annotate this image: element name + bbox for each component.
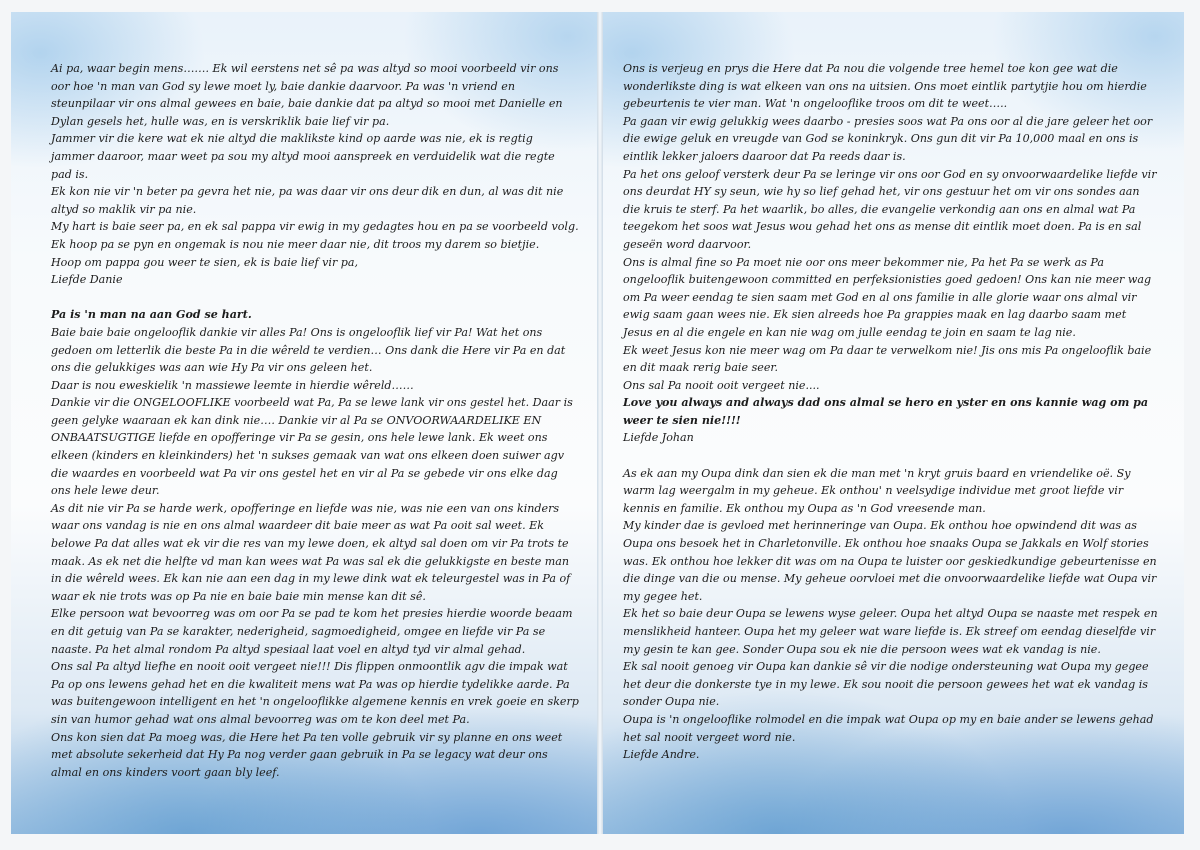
paragraph: Jammer vir die kere wat ek nie altyd die maklikste kind op aarde was nie, ek is regtig jammer daaroor, maar weet pa sou my altyd mooi aanspreek en verduidelik wat die regte pad is. <box>51 132 555 181</box>
paragraph: As dit nie vir Pa se harde werk, opofferinge en liefde was nie, was nie een van ons kinders waar ons vandag is nie en ons almal waardeer dit baie meer as wat Pa ooit sal weet. Ek belowe Pa dat alles wat ek vir die res van my lewe doen, ek altyd sal doen om vir Pa trots te maak. As ek net die helfte vd man kan wees wat Pa was sal ek die gelukkigste en beste man in die wêreld wees. Ek kan nie aan een dag in my lewe dink wat ek teleurgestel was in Pa of waar ek nie trots was op Pa nie en baie baie min mense kan dit sê. <box>51 501 571 603</box>
bold-closing-text: Love you always and always dad ons almal se hero en yster en ons kannie wag om pa weer te sien nie!!!! <box>623 396 1149 427</box>
paragraph: Ek het so baie deur Oupa se lewens wyse geleer. Oupa het altyd Oupa se naaste met respek en menslikheid hanteer. Oupa het my geleer wat ware liefde is. Ek streef om eendag dieselfde vir my gesin te kan gee. Sonder Oupa sou ek nie die persoon wees wat ek vandag is nie. <box>623 607 1158 656</box>
paragraph: Ons is verjeug en prys die Here dat Pa nou die volgende tree hemel toe kon gee wat die wonderlikste ding is wat elkeen van ons na uitsien. Ons moet eintlik partytjie hou om hierdie gebeurtenis te vier man. Wat 'n ongelooflike troos om dit te weet….. <box>623 62 1147 111</box>
left-column <box>51 60 579 781</box>
signature-johan: Liefde Johan <box>623 431 694 445</box>
right-page <box>603 12 1184 834</box>
bold-closing <box>623 394 1159 429</box>
paragraph: My hart is baie seer pa, en ek sal pappa vir ewig in my gedagtes hou en pa se voorbeeld volg. Ek hoop pa se pyn en ongemak is nou nie meer daar nie, dit troos my darem so bietjie. <box>51 220 579 251</box>
paragraph: Ons sal Pa altyd liefhe en nooit ooit vergeet nie!!! Dis flippen onmoontlik agv die impak wat Pa op ons lewens gehad het en die kwaliteit mens wat Pa was op hierdie tydelikke aarde. Pa was buitengewoon intelligent en het 'n ongelooflikke algemene kennis en vrek goeie en skerp sin van humor gehad wat ons almal bevoorreg was om te kon deel met Pa. <box>51 660 579 726</box>
paragraph: My kinder dae is gevloed met herinneringe van Oupa. Ek onthou hoe opwindend dit was as Oupa ons besoek het in Charletonville. Ek onthou hoe snaaks Oupa se Jakkals en Wolf stories was. Ek onthou hoe lekker dit was om na Oupa te luister oor geskiedkundige gebeurtenisse en die dinge van die ou mense. My geheue oorvloei met die onvoorwaardelike liefde wat Oupa vir my gegee het. <box>623 519 1157 603</box>
right-column <box>623 60 1159 764</box>
paragraph: Elke persoon wat bevoorreg was om oor Pa se pad te kom het presies hierdie woorde beaam en dit getuig van Pa se karakter, nederigheid, sagmoedigheid, omgee en liefde vir Pa se naaste. Pa het almal rondom Pa altyd spesiaal laat voel en altyd tyd vir almal gehad. <box>51 607 573 656</box>
paragraph: Ons sal Pa nooit ooit vergeet nie.... <box>623 378 820 392</box>
paragraph: Pa gaan vir ewig gelukkig wees daarbo - presies soos wat Pa ons oor al die jare geleer het oor die ewige geluk en vreugde van God se koninkryk. Ons gun dit vir Pa 10,000 maal en ons is eintlik lekker jaloers daaroor dat Pa reeds daar is. <box>623 114 1153 163</box>
paragraph: Oupa is 'n ongelooflike rolmodel en die impak wat Oupa op my en baie ander se lewens gehad het sal nooit vergeet word nie. <box>623 712 1154 744</box>
left-page <box>11 12 597 834</box>
paragraph: Ons is almal fine so Pa moet nie oor ons meer bekommer nie, Pa het Pa se werk as Pa ongelooflik buitengewoon committed en perfeksionisties goed gedoen! Ons kan nie meer wag om Pa weer eendag te sien saam met God en al ons familie in alle glorie waar ons almal vir ewig saam gaan wees nie. Ek sien alreeds hoe Pa grappies maak en lag daarbo saam met Jesus en al die engele en kan nie wag om julle eendag te join en saam te lag nie. <box>623 255 1152 339</box>
paragraph: As ek aan my Oupa dink dan sien ek die man met 'n kryt gruis baard en vriendelike oë. Sy warm lag weergalm in my geheue. Ek onthou' n veelsydige individue met groot liefde vir kennis en familie. Ek onthou my Oupa as 'n God vreesende man. <box>623 466 1131 515</box>
paragraph: Hoop om pappa gou weer te sien, ek is baie lief vir pa, <box>51 255 359 269</box>
signature-andre: Liefde Andre. <box>623 748 700 762</box>
paragraph: Dankie vir die ONGELOOFLIKE voorbeeld wat Pa, Pa se lewe lank vir ons gestel het. Daar is geen gelyke waaraan ek kan dink nie…. Dankie vir al Pa se ONVOORWAARDELIKE EN ONBAATSUGTIGE liefde en opofferinge vir Pa se gesin, ons hele lewe lank. Ek weet ons elkeen (kinders en kleinkinders) het 'n sukses gemaak van wat ons elkeen doen suiwer agv die waardes en voorbeeld wat Pa vir ons gestel het en vir al Pa se gebede vir ons elke dag ons hele lewe deur. <box>51 396 573 498</box>
paragraph: Ek kon nie vir 'n beter pa gevra het nie, pa was daar vir ons deur dik en dun, al was dit nie altyd so maklik vir pa nie. <box>51 185 564 216</box>
paragraph: Daar is nou eweskielik 'n massiewe leemte in hierdie wêreld…… <box>51 378 414 392</box>
paragraph: Ek sal nooit genoeg vir Oupa kan dankie sê vir die nodige ondersteuning wat Oupa my gegee het deur die donkerste tye in my lewe. Ek sou nooit die persoon gewees het wat ek vandag is sonder Oupa nie. <box>623 660 1149 709</box>
spacer <box>623 447 1159 465</box>
paragraph: Baie baie baie ongelooflik dankie vir alles Pa! Ons is ongelooflik lief vir Pa! Wat het ons gedoen om letterlik die beste Pa in die wêreld te verdien… Ons dank die Here vir Pa en dat ons die gelukkiges was aan wie Hy Pa vir ons geleen het. <box>51 325 566 375</box>
signature-danie: Liefde Danie <box>51 273 123 287</box>
paragraph: Ai pa, waar begin mens……. Ek wil eerstens net sê pa was altyd so mooi voorbeeld vir ons oor hoe 'n man van God sy lewe moet ly, baie dankie daarvoor. Pa was 'n vriend en steunpilaar vir ons almal gewees en baie, baie dankie dat pa altyd so mooi met Danielle en Dylan gesels het, hulle was, en is verskriklik baie lief vir pa. <box>51 62 563 128</box>
spacer <box>51 289 579 307</box>
paragraph: Ek weet Jesus kon nie meer wag om Pa daar te verwelkom nie! Jis ons mis Pa ongelooflik baie en dit maak rerig baie seer. <box>623 343 1152 375</box>
letter-heading-text: Pa is 'n man na aan God se hart. <box>51 308 252 322</box>
paragraph: Pa het ons geloof versterk deur Pa se leringe vir ons oor God en sy onvoorwaardelike liefde vir ons deurdat HY sy seun, wie hy so lief gehad het, vir ons gestuur het om vir ons sondes aan die kruis te sterf. Pa het waarlik, bo alles, die evangelie verkondig aan ons en almal wat Pa teegekom het soos wat Jesus wou gehad het ons as mense dit eintlik moet doen. Pa is en sal geseën word daarvoor. <box>623 167 1157 251</box>
paragraph: Ons kon sien dat Pa moeg was, die Here het Pa ten volle gebruik vir sy planne en ons weet met absolute sekerheid dat Hy Pa nog verder gaan gebruik in Pa se legacy wat deur ons almal en ons kinders voort gaan bly leef. <box>51 730 563 779</box>
letter-heading <box>51 306 579 324</box>
